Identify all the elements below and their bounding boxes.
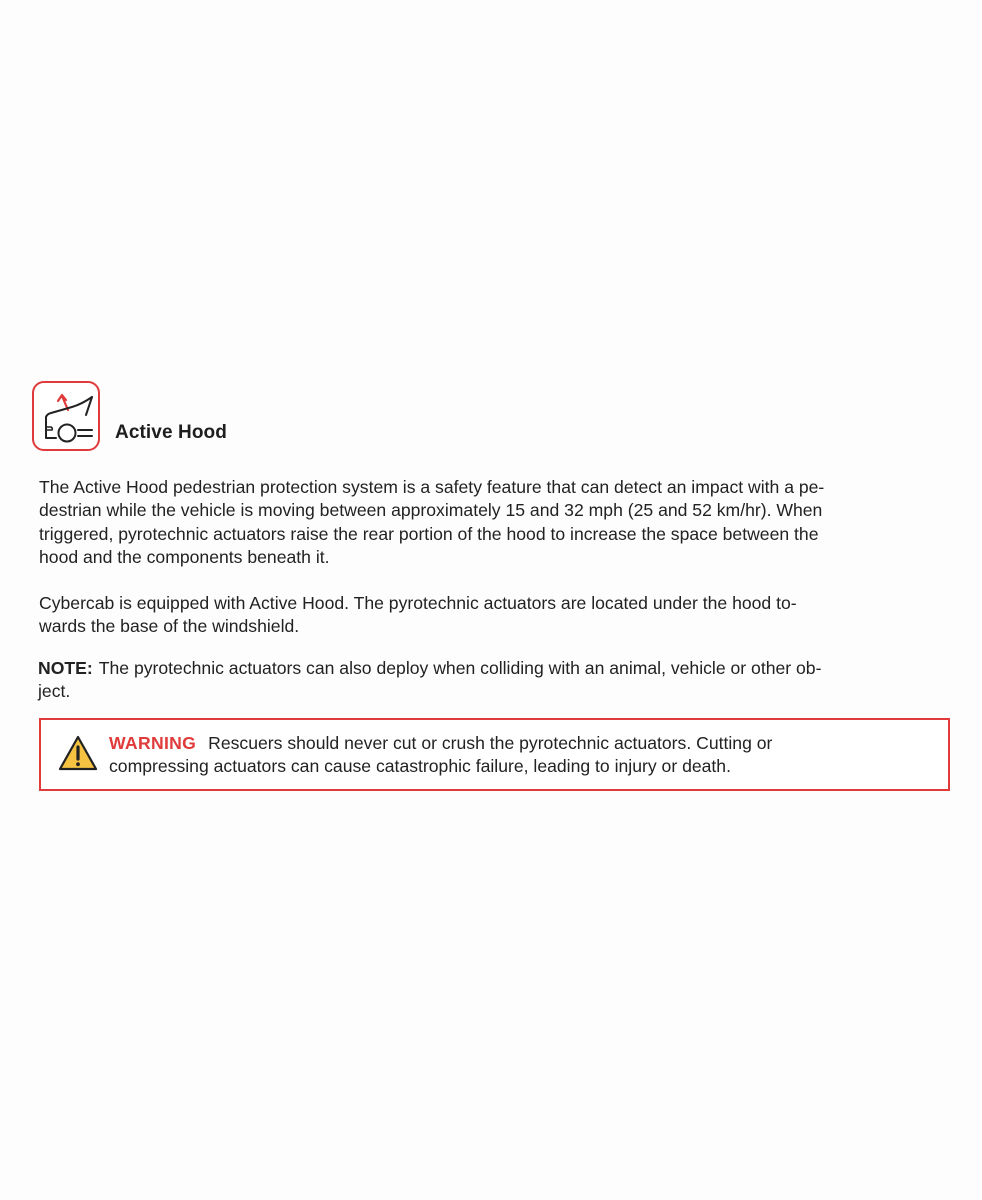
paragraph-line: triggered, pyrotechnic actuators raise the rear portion of the hood to increase the space between the <box>39 523 819 544</box>
warning-line <box>109 732 939 755</box>
note-paragraph <box>38 657 948 704</box>
warning-label: WARNING <box>109 733 197 753</box>
section-title: Active Hood <box>115 422 227 443</box>
paragraph-active-hood-description <box>39 476 949 569</box>
paragraph-line: hood and the components beneath it. <box>39 546 330 567</box>
paragraph-cybercab-equipment <box>39 592 949 639</box>
note-label: NOTE: <box>38 658 93 678</box>
paragraph-line: The Active Hood pedestrian protection system is a safety feature that can detect an impact with a pe- <box>39 477 825 497</box>
paragraph-line: wards the base of the windshield. <box>39 616 300 637</box>
note-text: The pyrotechnic actuators can also deploy when colliding with an animal, vehicle or other ob- <box>98 658 822 678</box>
warning-box <box>39 718 950 791</box>
warning-triangle-icon <box>57 734 99 772</box>
warning-text <box>109 732 939 779</box>
warning-message: Rescuers should never cut or crush the pyrotechnic actuators. Cutting or <box>208 733 773 753</box>
active-hood-icon-box <box>32 381 100 451</box>
active-hood-icon <box>34 383 102 453</box>
note-line: ject. <box>38 681 71 702</box>
paragraph-line: destrian while the vehicle is moving between approximately 15 and 32 mph (25 and 52 km/hr). When <box>39 500 823 521</box>
warning-line: compressing actuators can cause catastrophic failure, leading to injury or death. <box>109 756 731 777</box>
paragraph-line: Cybercab is equipped with Active Hood. The pyrotechnic actuators are located under the hood to- <box>39 593 797 613</box>
note-line <box>38 657 948 680</box>
